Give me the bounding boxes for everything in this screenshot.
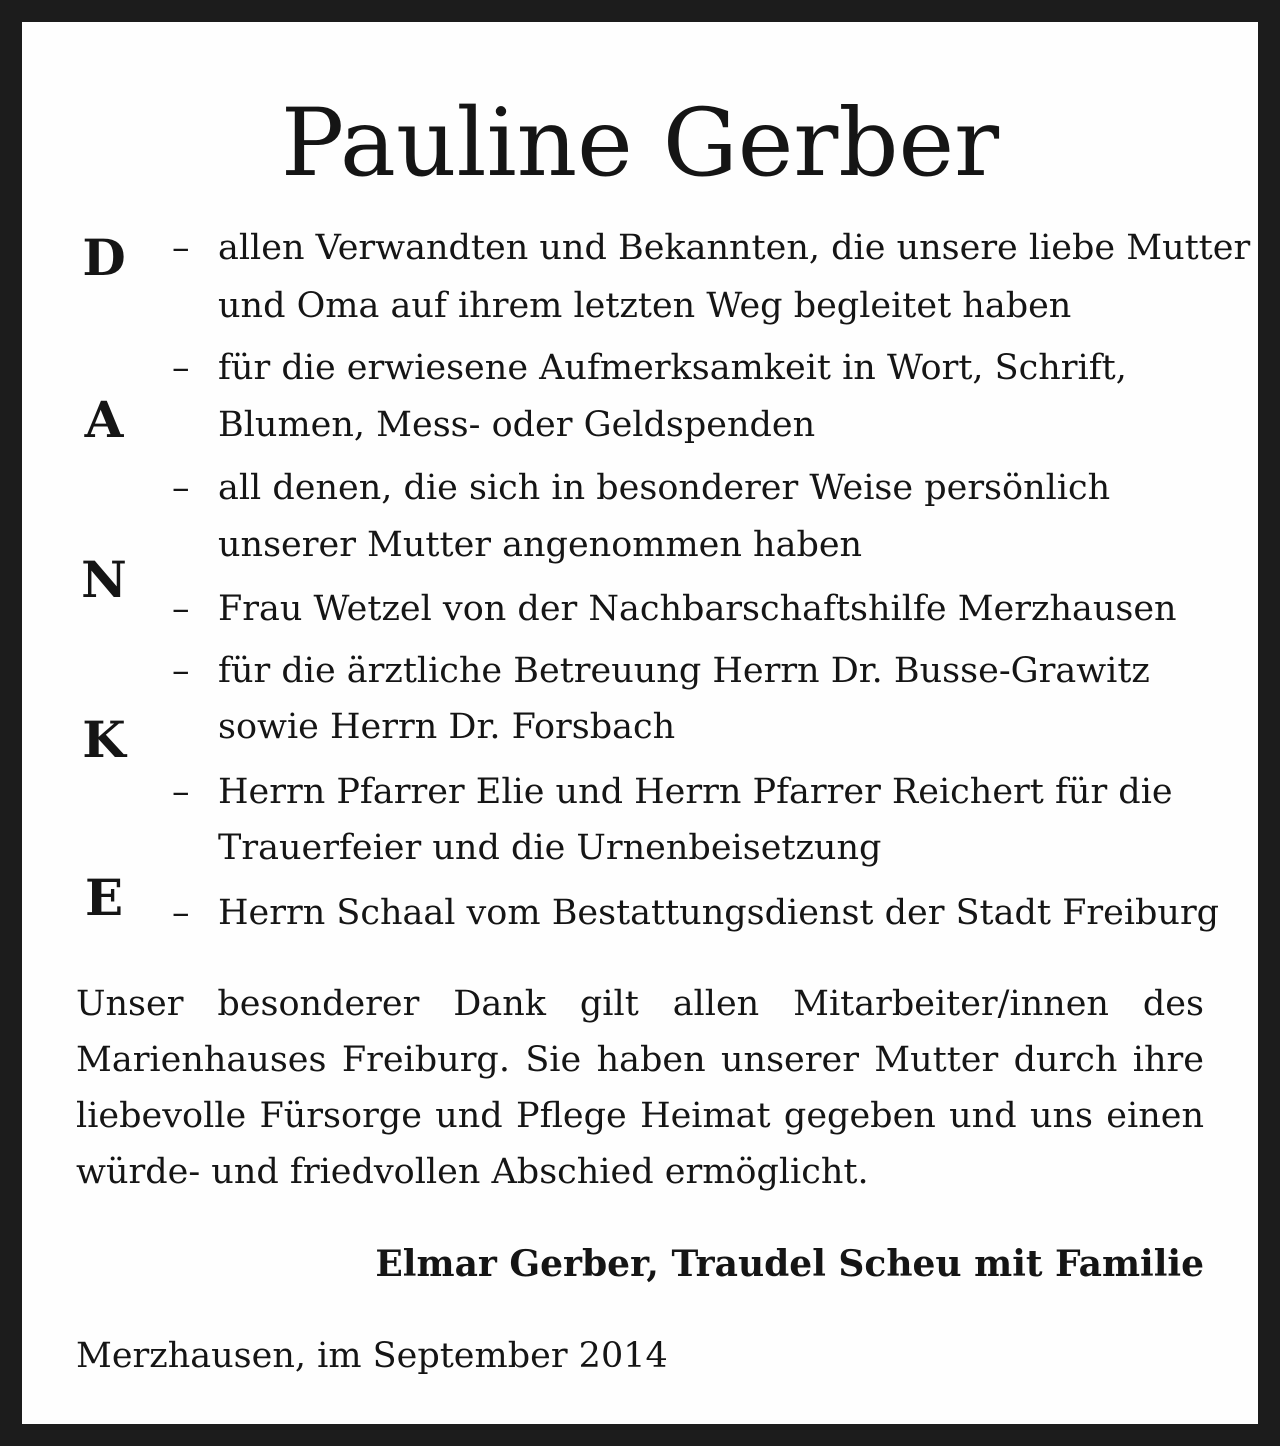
thanks-paragraph-line: Marienhauses Freiburg. Sie haben unserer Mutter durch ihre [76,1040,1204,1080]
deceased-name-title: Pauline Gerber [280,89,1000,198]
list-item-line: Blumen, Mess- oder Geldspenden [218,405,816,445]
thanks-paragraph-line: Unser besonderer Dank gilt allen Mitarbeiter/innen des [76,984,1204,1024]
danke-letter-a: A [84,390,124,449]
list-dash: – [172,228,190,268]
list-item-line: unserer Mutter angenommen haben [218,525,863,565]
danke-letter-n: N [81,550,127,609]
list-dash: – [172,468,190,508]
list-item-line: für die erwiesene Aufmerksamkeit in Wort, Schrift, [218,348,1127,388]
list-item-line: und Oma auf ihrem letzten Weg begleitet haben [218,286,1072,326]
place-date: Merzhausen, im September 2014 [76,1336,668,1376]
list-item-line: all denen, die sich in besonderer Weise persönlich [218,468,1111,508]
danke-letter-k: K [82,710,126,769]
list-item-line: Trauerfeier und die Urnenbeisetzung [218,828,882,868]
list-dash: – [172,348,190,388]
danke-letter-e: E [84,868,124,927]
obituary-card [22,22,1258,1424]
list-dash: – [172,893,190,933]
list-item-line: Herrn Pfarrer Elie und Herrn Pfarrer Reichert für die [218,772,1173,812]
list-item-line: für die ärztliche Betreuung Herrn Dr. Busse-Grawitz [218,651,1150,691]
list-item-line: Frau Wetzel von der Nachbarschaftshilfe Merzhausen [218,589,1177,629]
danke-letter-d: D [82,228,126,287]
thanks-paragraph-line: würde- und friedvollen Abschied ermöglicht. [76,1152,869,1192]
signature: Elmar Gerber, Traudel Scheu mit Familie [375,1243,1204,1285]
list-dash: – [172,651,190,691]
list-item-line: Herrn Schaal vom Bestattungsdienst der Stadt Freiburg [218,893,1220,933]
list-item-line: allen Verwandten und Bekannten, die unsere liebe Mutter [218,228,1251,268]
list-dash: – [172,772,190,812]
list-dash: – [172,589,190,629]
list-item-line: sowie Herrn Dr. Forsbach [218,707,676,747]
thanks-paragraph-line: liebevolle Fürsorge und Pflege Heimat gegeben und uns einen [76,1096,1204,1136]
